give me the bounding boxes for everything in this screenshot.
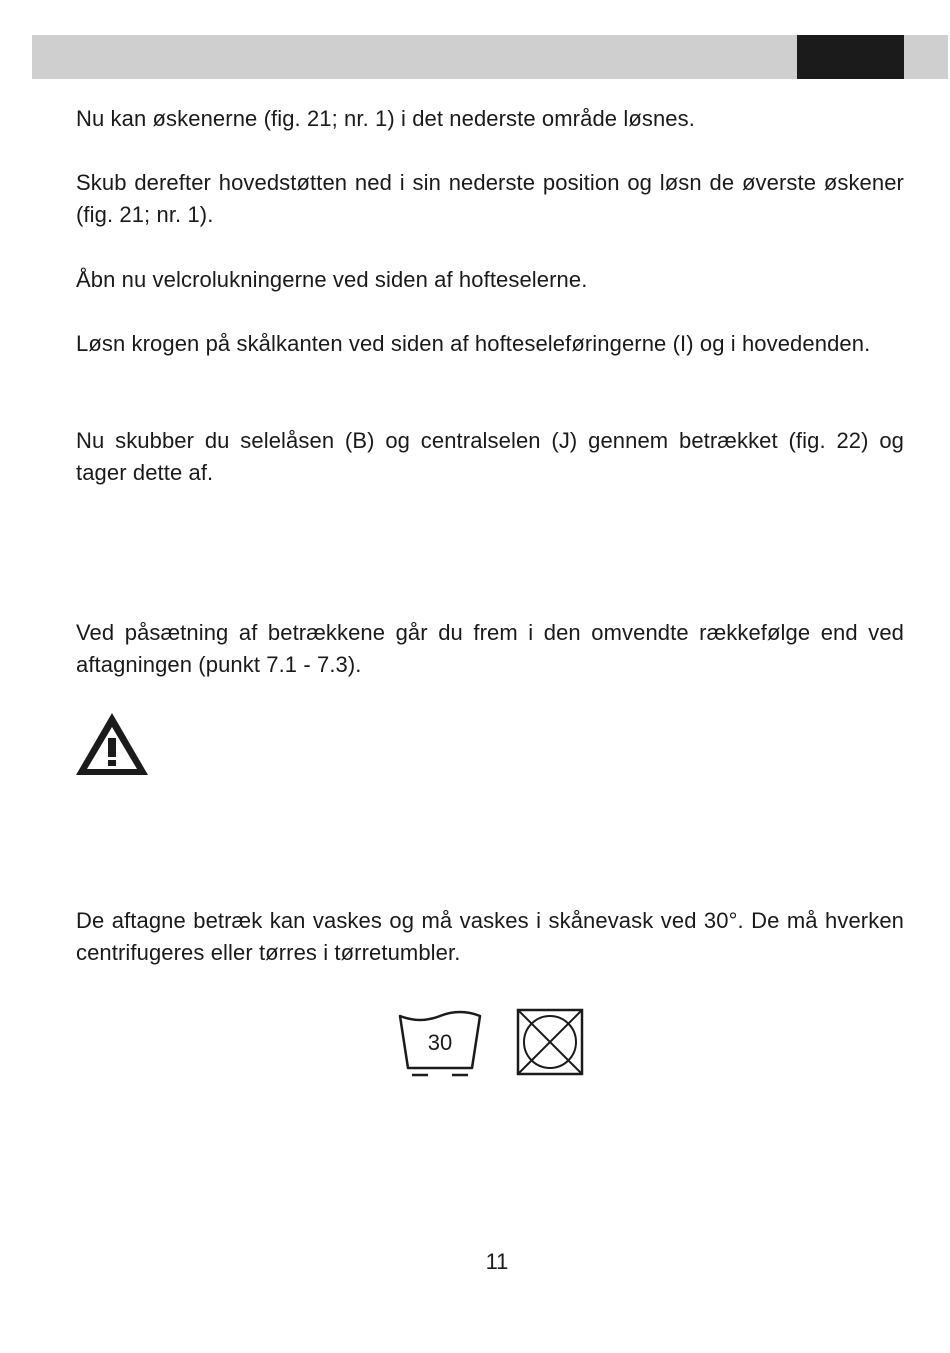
paragraph-loosen-eyelets: Nu kan øskenerne (fig. 21; nr. 1) i det nederste område løsnes.: [76, 106, 695, 131]
header-tab: [797, 35, 904, 79]
paragraph-buckle: Nu skubber du selelåsen (B) og centralselen (J) gennem betrækket (fig. 22) og tager dette af.: [76, 428, 904, 485]
wash-temperature: 30: [427, 1030, 453, 1055]
page-number: 11: [485, 1249, 509, 1274]
paragraph-reattach: Ved påsætning af betrækkene går du frem i den omvendte rækkefølge end ved aftagningen (punkt 7.1 - 7.3).: [76, 620, 904, 677]
warning-triangle-icon: [75, 712, 149, 776]
gentle-wash-30-icon: [396, 1010, 484, 1078]
paragraph-washing: De aftagne betræk kan vaskes og må vaskes i skånevask ved 30°. De må hverken centrifugeres eller tørres i tørretumbler.: [76, 908, 904, 965]
paragraph-velcro: Åbn nu velcrolukningerne ved siden af hofteselerne.: [76, 267, 588, 292]
paragraph-headrest: Skub derefter hovedstøtten ned i sin nederste position og løsn de øverste øskener (fig. 21; nr. 1).: [76, 170, 904, 227]
paragraph-hook: Løsn krogen på skålkanten ved siden af hofteseleføringerne (I) og i hovedenden.: [76, 331, 871, 356]
no-tumble-dry-icon: [515, 1007, 585, 1077]
